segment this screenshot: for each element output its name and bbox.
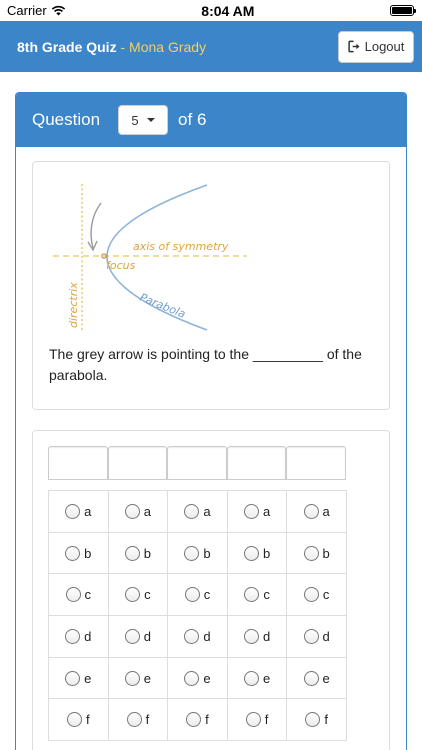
option-label: c <box>84 587 92 603</box>
axis-label: axis of symmetry <box>133 240 229 253</box>
question-heading <box>16 93 406 147</box>
logout-label: Logout <box>364 39 405 54</box>
radio-button[interactable] <box>185 587 200 602</box>
option-label: e <box>84 670 92 686</box>
question-total: of 6 <box>178 110 207 129</box>
answer-option-e[interactable] <box>109 658 169 700</box>
question-text: The grey arrow is pointing to the _________ of the parabola. <box>49 346 362 383</box>
answer-option-f[interactable] <box>287 699 347 741</box>
radio-button[interactable] <box>244 629 259 644</box>
wifi-icon <box>51 5 66 16</box>
answer-option-a[interactable] <box>228 491 288 533</box>
answer-option-f[interactable] <box>168 699 228 741</box>
radio-button[interactable] <box>65 671 80 686</box>
answer-slot-2[interactable] <box>108 446 168 480</box>
option-label: e <box>322 670 330 686</box>
radio-button[interactable] <box>125 671 140 686</box>
question-select[interactable] <box>118 105 168 135</box>
radio-button[interactable] <box>244 504 259 519</box>
answer-slot-3[interactable] <box>167 446 227 480</box>
logout-icon <box>348 40 361 53</box>
grey-arrow-icon <box>91 203 101 248</box>
question-panel <box>15 92 407 750</box>
answer-slot-1[interactable] <box>48 446 108 480</box>
answer-option-e[interactable] <box>168 658 228 700</box>
answer-option-c[interactable] <box>168 574 228 616</box>
option-label: a <box>143 503 151 519</box>
option-label: c <box>144 587 151 603</box>
status-left <box>7 3 66 18</box>
answer-option-a[interactable] <box>109 491 169 533</box>
answer-option-f[interactable] <box>49 699 109 741</box>
option-label: e <box>262 670 271 686</box>
answer-option-f[interactable] <box>228 699 288 741</box>
option-label: c <box>322 587 330 603</box>
radio-button[interactable] <box>125 546 140 561</box>
answer-option-d[interactable] <box>168 616 228 658</box>
battery-icon <box>390 5 414 16</box>
option-label: b <box>322 545 330 561</box>
answer-option-e[interactable] <box>49 658 109 700</box>
answer-option-f[interactable] <box>109 699 169 741</box>
app-header <box>0 21 422 72</box>
answer-option-b[interactable] <box>228 533 288 575</box>
radio-button[interactable] <box>304 587 319 602</box>
radio-button[interactable] <box>246 712 261 727</box>
answer-option-e[interactable] <box>228 658 288 700</box>
answer-grid <box>48 490 347 741</box>
radio-button[interactable] <box>65 504 80 519</box>
option-label: e <box>203 670 211 686</box>
app-title <box>17 39 206 55</box>
option-label: b <box>262 545 271 561</box>
option-label: f <box>85 712 90 728</box>
radio-button[interactable] <box>186 712 201 727</box>
title-separator: - <box>116 38 130 55</box>
answer-option-a[interactable] <box>49 491 109 533</box>
option-label: b <box>143 545 151 561</box>
answer-option-d[interactable] <box>109 616 169 658</box>
radio-button[interactable] <box>244 546 259 561</box>
radio-button[interactable] <box>304 546 319 561</box>
carrier-label: Carrier <box>7 3 47 18</box>
radio-button[interactable] <box>67 712 82 727</box>
radio-button[interactable] <box>244 587 259 602</box>
answer-option-c[interactable] <box>109 574 169 616</box>
option-label: d <box>203 628 211 644</box>
radio-button[interactable] <box>304 629 319 644</box>
question-select-value: 5 <box>131 112 139 128</box>
radio-button[interactable] <box>304 504 319 519</box>
question-card <box>32 161 390 410</box>
parabola-diagram <box>47 178 257 338</box>
answer-option-d[interactable] <box>287 616 347 658</box>
option-label: e <box>143 670 151 686</box>
option-label: d <box>84 628 92 644</box>
answer-option-b[interactable] <box>168 533 228 575</box>
option-label: a <box>322 503 330 519</box>
radio-button[interactable] <box>65 629 80 644</box>
option-label: c <box>263 587 270 603</box>
answer-header-row <box>48 446 346 480</box>
caret-down-icon <box>147 118 155 122</box>
answer-card <box>32 430 390 750</box>
radio-button[interactable] <box>184 546 199 561</box>
answer-option-d[interactable] <box>49 616 109 658</box>
option-label: f <box>264 712 269 728</box>
status-bar <box>0 0 422 21</box>
option-label: b <box>203 545 211 561</box>
option-label: a <box>262 503 271 519</box>
option-label: f <box>205 712 209 728</box>
option-label: d <box>143 628 151 644</box>
answer-option-c[interactable] <box>287 574 347 616</box>
radio-button[interactable] <box>127 712 142 727</box>
logout-button[interactable] <box>338 31 414 63</box>
radio-button[interactable] <box>125 629 140 644</box>
radio-button[interactable] <box>125 587 140 602</box>
answer-slot-5[interactable] <box>286 446 346 480</box>
answer-option-b[interactable] <box>49 533 109 575</box>
radio-button[interactable] <box>125 504 140 519</box>
quiz-title: 8th Grade Quiz <box>17 38 117 55</box>
option-label: f <box>324 712 328 728</box>
answer-option-a[interactable] <box>287 491 347 533</box>
answer-option-a[interactable] <box>168 491 228 533</box>
option-label: b <box>84 545 92 561</box>
radio-button[interactable] <box>184 629 199 644</box>
answer-slot-4[interactable] <box>227 446 287 480</box>
directrix-label: directrix <box>67 282 80 328</box>
answer-option-c[interactable] <box>49 574 109 616</box>
question-label: Question <box>32 110 101 129</box>
answer-option-b[interactable] <box>109 533 169 575</box>
option-label: d <box>262 628 271 644</box>
option-label: f <box>145 712 150 728</box>
focus-label: focus <box>106 259 136 272</box>
parabola-label: Parabola <box>137 290 188 321</box>
radio-button[interactable] <box>305 712 320 727</box>
radio-button[interactable] <box>184 671 199 686</box>
answer-option-d[interactable] <box>228 616 288 658</box>
radio-button[interactable] <box>244 671 259 686</box>
option-label: c <box>203 587 211 603</box>
radio-button[interactable] <box>304 671 319 686</box>
radio-button[interactable] <box>66 587 81 602</box>
user-name: Mona Grady <box>129 38 207 55</box>
option-label: a <box>203 503 211 519</box>
radio-button[interactable] <box>184 504 199 519</box>
option-label: d <box>322 628 330 644</box>
answer-option-b[interactable] <box>287 533 347 575</box>
answer-option-c[interactable] <box>228 574 288 616</box>
status-time: 8:04 AM <box>201 2 255 19</box>
radio-button[interactable] <box>65 546 80 561</box>
answer-option-e[interactable] <box>287 658 347 700</box>
option-label: a <box>84 503 92 519</box>
